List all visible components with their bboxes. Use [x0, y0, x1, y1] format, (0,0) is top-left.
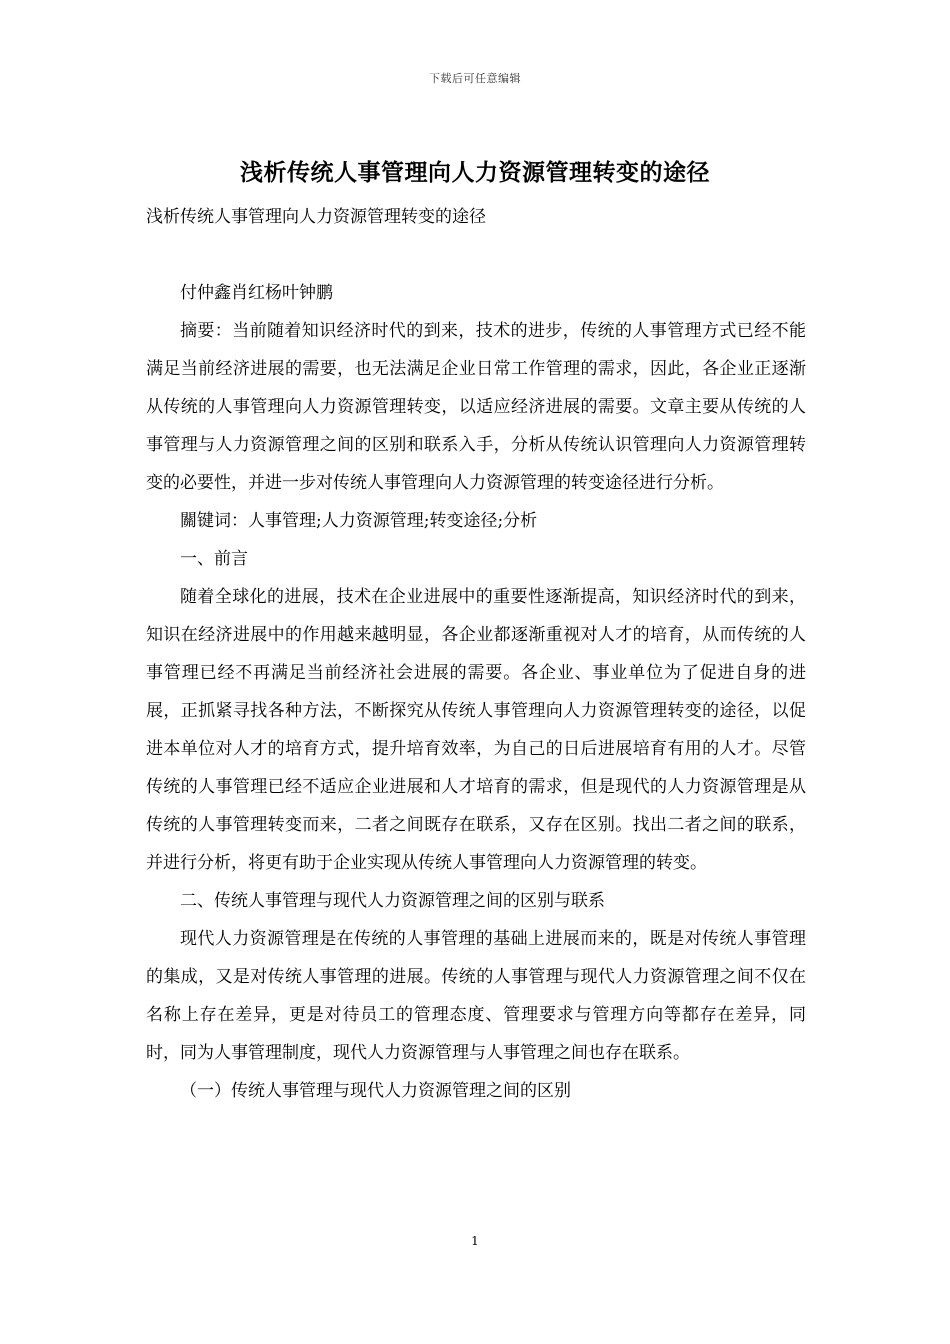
- subsection-heading-differences: （一）传统人事管理与现代人力资源管理之间的区别: [180, 1081, 571, 1101]
- document-body: [146, 198, 806, 1110]
- document-subtitle: 浅析传统人事管理向人力资源管理转变的途径: [146, 207, 486, 227]
- intro-paragraph: 随着全球化的进展，技术在企业进展中的重要性逐渐提高，知识经济时代的到来，知识在经济进展中的作用越来越明显，各企业都逐渐重视对人才的培育，从而传统的人事管理已经不再满足当前经济社会进展的需要。各企业、事业单位为了促进自身的进展，正抓紧寻找各种方法，不断探究从传统人事管理向人力资源管理转变的途径，以促进本单位对人才的培育方式，提升培育效率，为自己的日后进展培育有用的人才。尽管传统的人事管理已经不适应企业进展和人才培育的需求，但是现代的人力资源管理是从传统的人事管理转变而来，二者之间既存在联系，又存在区别。找出二者之间的联系，并进行分析，将更有助于企业实现从传统人事管理向人力资源管理的转变。: [146, 587, 806, 873]
- page-number: 1: [471, 1234, 479, 1248]
- differences-paragraph: 现代人力资源管理是在传统的人事管理的基础上进展而来的，既是对传统人事管理的集成，又是对传统人事管理的进展。传统的人事管理与现代人力资源管理之间不仅在名称上存在差异，更是对待员工的管理态度、管理要求与管理方向等都存在差异，同时，同为人事管理制度，现代人力资源管理与人事管理之间也存在联系。: [146, 929, 806, 1063]
- section-heading-differences: 二、传统人事管理与现代人力资源管理之间的区别与联系: [180, 891, 605, 911]
- keywords-line: 關键词：人事管理;人力资源管理;转变途径;分析: [180, 511, 538, 531]
- blank-line: [146, 236, 806, 274]
- author-line: 付仲鑫肖红杨叶钟鹏: [180, 283, 333, 303]
- section-heading-intro: 一、前言: [180, 549, 248, 569]
- header-note: 下载后可任意编辑: [429, 72, 521, 85]
- document-title: 浅析传统人事管理向人力资源管理转变的途径: [240, 159, 710, 186]
- abstract-paragraph: 摘要：当前随着知识经济时代的到来，技术的进步，传统的人事管理方式已经不能满足当前经济进展的需要，也无法满足企业日常工作管理的需求，因此，各企业正逐渐从传统的人事管理向人力资源管理转变，以适应经济进展的需要。文章主要从传统的人事管理与人力资源管理之间的区别和联系入手，分析从传统认识管理向人力资源管理转变的必要性，并进一步对传统人事管理向人力资源管理的转变途径进行分析。: [146, 321, 806, 493]
